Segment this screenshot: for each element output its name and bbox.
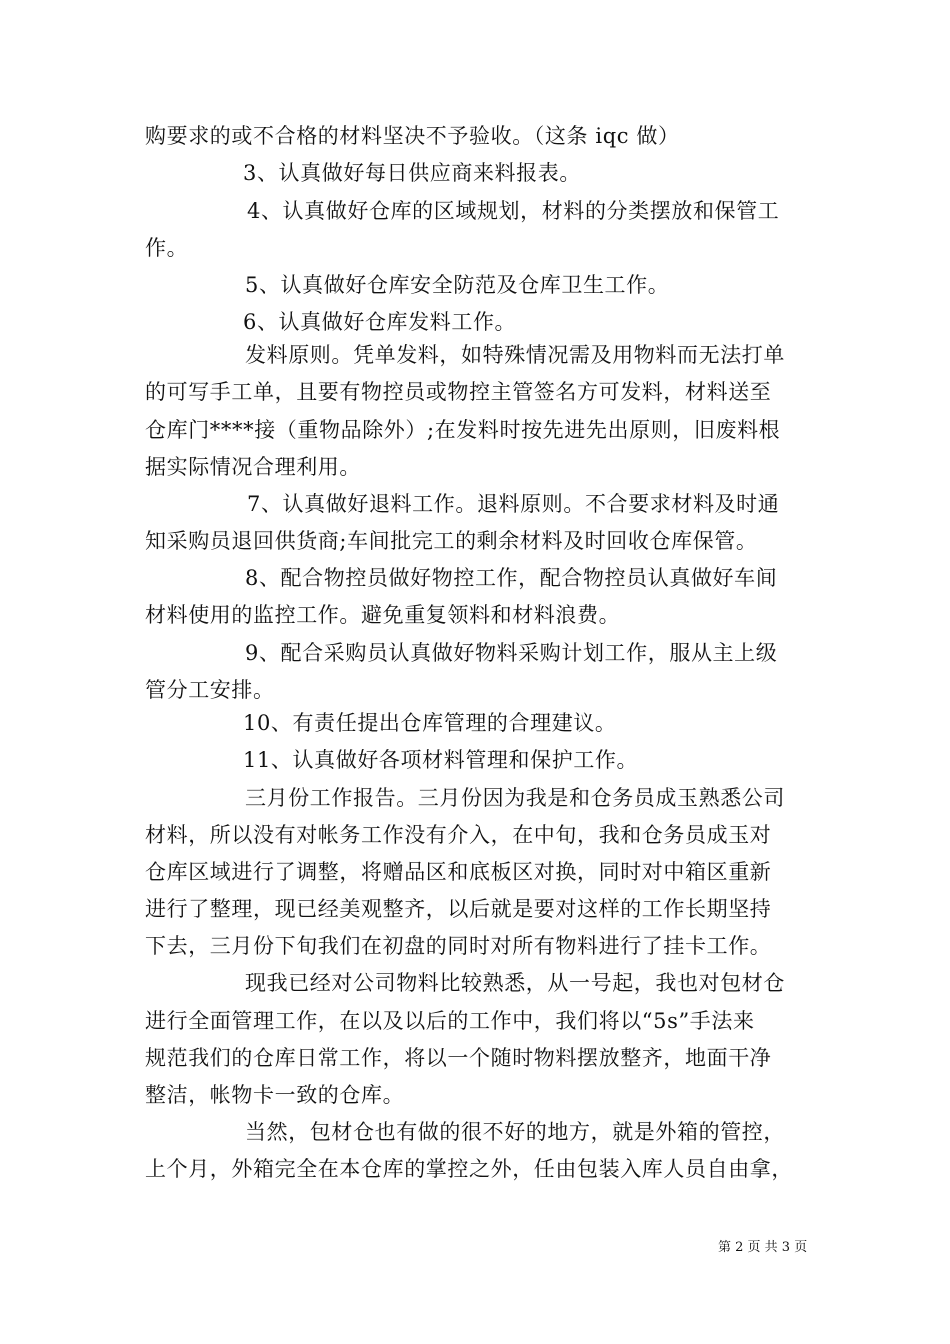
text-line: 据实际情况合理利用。 <box>145 455 361 479</box>
text-line: 材料，所以没有对帐务工作没有介入，在中旬，我和仓务员成玉对 <box>145 823 772 847</box>
text-line: 5、认真做好仓库安全防范及仓库卫生工作。 <box>245 273 670 297</box>
text-line: 仓库门****接（重物品除外）;在发料时按先进先出原则，旧废料根 <box>145 418 781 442</box>
text-line: 材料使用的监控工作。避免重复领料和材料浪费。 <box>145 603 621 627</box>
text-line: 当然，包材仓也有做的很不好的地方，就是外箱的管控， <box>245 1120 785 1144</box>
text-line: 进行全面管理工作，在以及以后的工作中，我们将以“5s”手法来 <box>145 1009 755 1033</box>
text-line: 4、认真做好仓库的区域规划，材料的分类摆放和保管工 <box>247 199 780 223</box>
text-line: 现我已经对公司物料比较熟悉，从一号起，我也对包材仓 <box>245 971 785 995</box>
text-line: 整洁，帐物卡一致的仓库。 <box>145 1083 405 1107</box>
text-line: 三月份工作报告。三月份因为我是和仓务员成玉熟悉公司 <box>245 786 785 810</box>
text-line: 的可写手工单，且要有物控员或物控主管签名方可发料，材料送至 <box>145 380 772 404</box>
text-line: 7、认真做好退料工作。退料原则。不合要求材料及时通 <box>247 492 780 516</box>
text-line: 上个月，外箱完全在本仓库的掌控之外，任由包装入库人员自由拿， <box>145 1157 793 1181</box>
text-line: 9、配合采购员认真做好物料采购计划工作，服从主上级 <box>245 641 778 665</box>
text-line: 3、认真做好每日供应商来料报表。 <box>243 161 581 185</box>
text-line: 管分工安排。 <box>145 678 275 702</box>
text-line: 发料原则。凭单发料，如特殊情况需及用物料而无法打单 <box>245 343 785 367</box>
text-line: 仓库区域进行了调整，将赠品区和底板区对换，同时对中箱区重新 <box>145 860 772 884</box>
text-line: 11、认真做好各项材料管理和保护工作。 <box>243 748 639 772</box>
text-line: 进行了整理，现已经美观整齐，以后就是要对这样的工作长期坚持 <box>145 897 772 921</box>
text-line: 10、有责任提出仓库管理的合理建议。 <box>243 711 617 735</box>
text-line: 8、配合物控员做好物控工作，配合物控员认真做好车间 <box>245 566 778 590</box>
text-line: 规范我们的仓库日常工作，将以一个随时物料摆放整齐，地面干净 <box>145 1046 772 1070</box>
text-line: 6、认真做好仓库发料工作。 <box>243 310 517 334</box>
text-line: 购要求的或不合格的材料坚决不予验收。（这条 iqc 做） <box>145 124 680 148</box>
text-line: 下去，三月份下旬我们在初盘的同时对所有物料进行了挂卡工作。 <box>145 934 772 958</box>
text-line: 作。 <box>145 236 189 260</box>
page-number: 第 2 页 共 3 页 <box>718 1240 808 1255</box>
text-line: 知采购员退回供货商;车间批完工的剩余材料及时回收仓库保管。 <box>145 529 758 553</box>
